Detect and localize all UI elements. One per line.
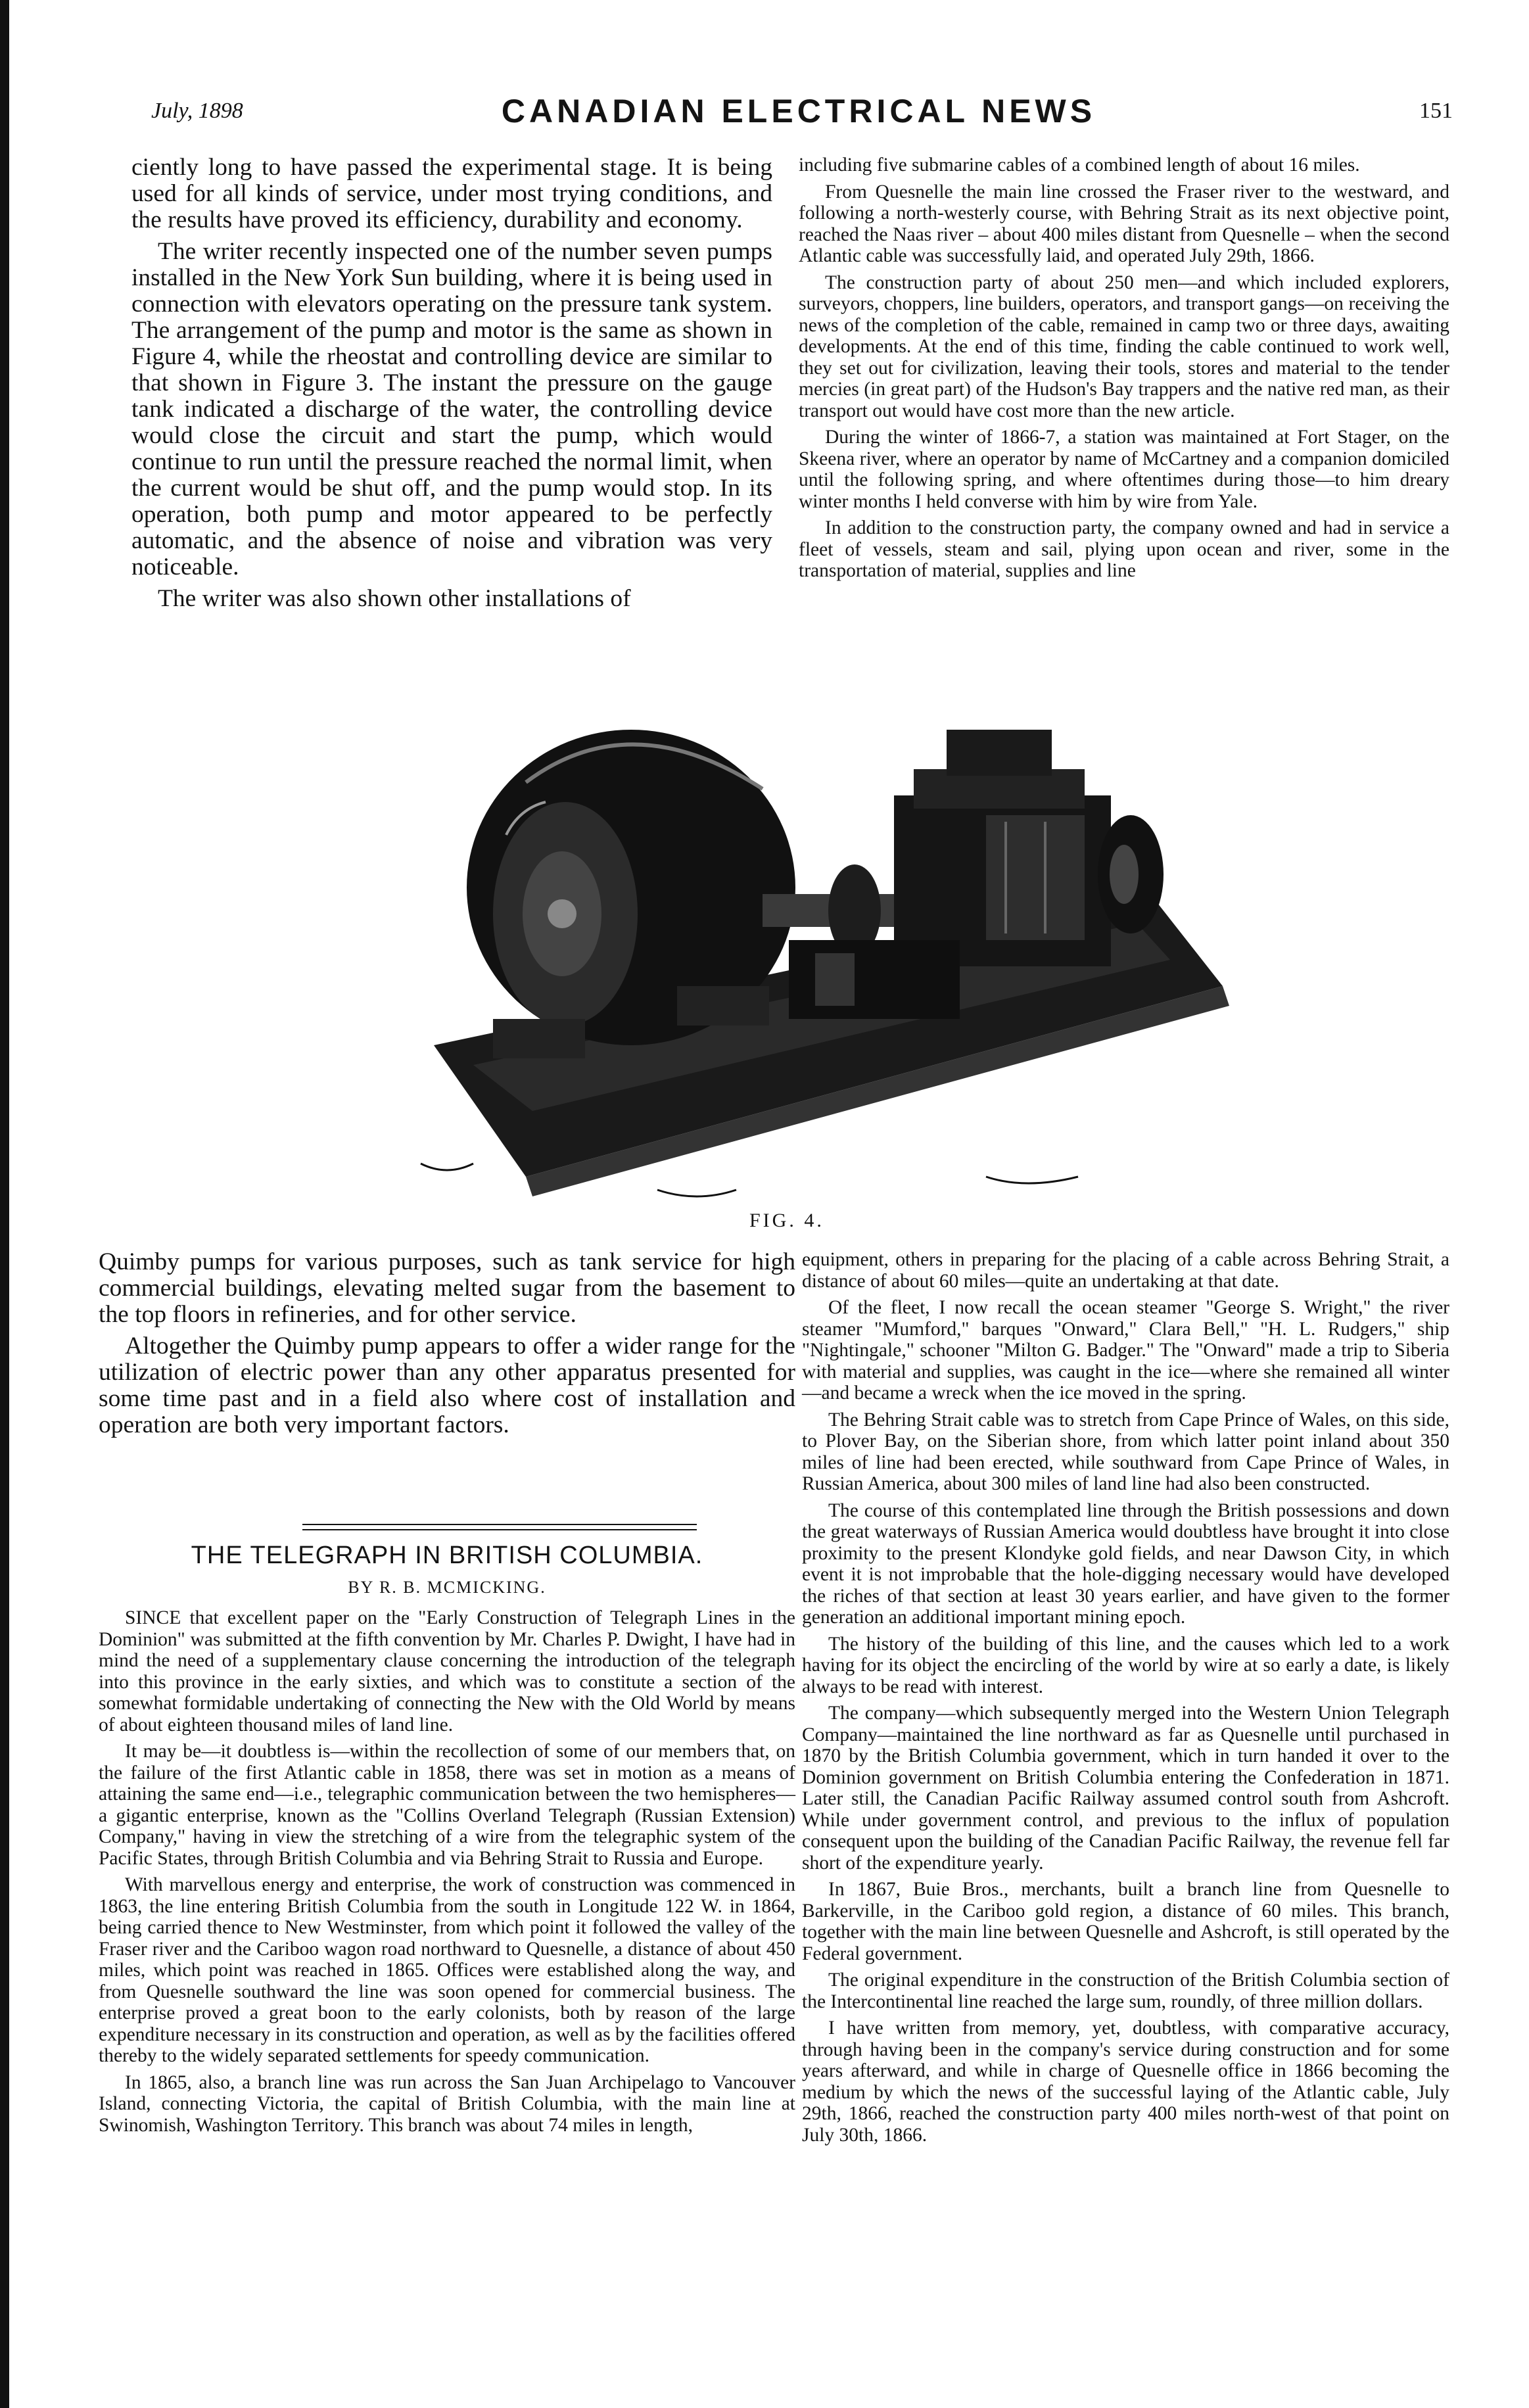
page-header <box>131 92 1466 138</box>
left-margin-rule <box>0 0 9 2408</box>
article-title: THE TELEGRAPH IN BRITISH COLUMBIA. <box>191 1542 703 1569</box>
publication-title: CANADIAN ELECTRICAL NEWS <box>501 93 1096 130</box>
figure-caption: FIG. 4. <box>749 1210 824 1231</box>
paragraph: In addition to the construction party, the company owned and had in service a fleet of vessels, steam and sail, plying upon ocean and river, some in the transportation of material, supplies and line <box>799 517 1449 581</box>
paragraph: The company—which subsequently merged into the Western Union Telegraph Company—maintained the line northward as far as Quesnelle until purchased in 1870 by the British Columbia government, which in turn handed it over to the Dominion government on British Columbia entering the Confederation in 1871. Later still, the Canadian Pacific Railway assumed control south from Ashcroft. While under government control, and previous to the influx of population consequent upon the building of the Canadian Pacific Railway, the revenue fell far short of the expenditure yearly. <box>802 1703 1449 1874</box>
paragraph: In 1865, also, a branch line was run across the San Juan Archipelago to Vancouver Island, connecting Victoria, the capital of British Columbia, with the main line at Swinomish, Washington Territory. This branch was about 74 miles in length, <box>99 2071 795 2136</box>
paragraph: The original expenditure in the construction of the British Columbia section of the Intercontinental line reached the large sum, roundly, of three million dollars. <box>802 1970 1449 2012</box>
article-left-column <box>99 1607 795 2141</box>
paragraph: During the winter of 1866-7, a station was maintained at Fort Stager, on the Skeena river, where an operator by name of McCartney and a companion domiciled until the following spring, and where oftentimes during those—to him dreary winter months I held converse with him by wire from Yale. <box>799 427 1449 512</box>
pump-motor-illustration <box>394 677 1262 1203</box>
paragraph: equipment, others in preparing for the placing of a cable across Behring Strait, a distance of about 60 miles—quite an undertaking at that date. <box>802 1249 1449 1292</box>
paragraph: The construction party of about 250 men—and which included explorers, surveyors, choppers, line builders, operators, and transport gangs—on receiving the news of the completion of the cable, remained in camp two or three days, awaiting developments. At the end of this time, finding the cable continued to work well, they set out for civilization, leaving their tools, stores and material to the tender mercies (in great part) of the Hudson's Bay trappers and the native red man, as their transport out would have cost more than the new article. <box>799 271 1449 421</box>
paragraph: The history of the building of this line, and the causes which led to a work having for its object the encircling of the world by wire at so early a date, is likely always to be read with interest. <box>802 1633 1449 1697</box>
paragraph: With marvellous energy and enterprise, the work of construction was commenced in 1863, the line entering British Columbia from the south in Longitude 122 W. in 1864, being carried thence to New Westminster, from which point it followed the valley of the Fraser river and the Cariboo wagon road northward to Quesnelle, a distance of about 450 miles, which point was reached in 1865. Offices were established along the way, and from Quesnelle southward the line was soon opened for commercial business. The enterprise proved a great boon to the early colonists, both by reason of the large expenditure necessary in its construction and operation, as well as by the facilities offered thereby to the widely separated settlements for speedy communication. <box>99 1874 795 2066</box>
bottom-left-intro <box>99 1249 795 1444</box>
paragraph: It may be—it doubtless is—within the recollection of some of our members that, on the failure of the first Atlantic cable in 1858, there was set in motion as a means of attaining the same end—i.e., telegraphic communication between the two hemispheres—a gigantic enterprise, known as the "Collins Overland Telegraph (Russian Extension) Company," having in view the stretching of a wire from the telegraphic system of the Pacific States, through British Columbia and via Behring Strait to Russia and Europe. <box>99 1741 795 1869</box>
paragraph: I have written from memory, yet, doubtless, with comparative accuracy, through having been in the company's service during construction and for some years afterward, and while in charge of Quesnelle office in 1866 becoming the medium by which the news of the successful laying of the Atlantic cable, July 29th, 1866, reached the construction party 400 miles north-west of that point on July 30th, 1866. <box>802 2018 1449 2146</box>
paragraph: The writer was also shown other installations of <box>158 585 631 612</box>
top-left-column <box>131 154 772 617</box>
paragraph: The course of this contemplated line through the British possessions and down the great waterways of Russian America would doubtless have brought it into close proximity to the present Klondyke gold fields, and near Dawson City, in which event it is not improbable that the hole-digging necessary would have developed the riches of that section at least 30 years earlier, and have given to the former generation an additional important mining epoch. <box>802 1499 1449 1628</box>
article-byline: BY R. B. MCMICKING. <box>348 1578 546 1597</box>
paragraph: SINCE that excellent paper on the "Early Construction of Telegraph Lines in the Dominion" was submitted at the fifth convention by Mr. Charles P. Dwight, I have had in mind the need of a supplementary clause concerning the introduction of the telegraph into this province in the early sixties, and which was to constitute a section of the somewhat formidable undertaking of connecting the New with the Old World by means of about eighteen thousand miles of land line. <box>99 1607 795 1735</box>
issue-date: July, 1898 <box>151 99 243 123</box>
top-right-column <box>799 154 1449 587</box>
article-right-column <box>802 1249 1449 2151</box>
paragraph: Of the fleet, I now recall the ocean steamer "George S. Wright," the river steamer "Mumford," barques "Onward," Clara Bell," "H. L. Rudgers," ship "Nightingale," schooner "Milton G. Badger." The "Onward" made a trip to Siberia with material and supplies, was caught in the ice—where she remained all winter—and became a wreck when the ice moved in the spring. <box>802 1297 1449 1404</box>
paragraph: In 1867, Buie Bros., merchants, built a branch line from Quesnelle to Barkerville, in the Cariboo gold region, a distance of 60 miles. This branch, together with the main line between Quesnelle and Ashcroft, is still operated by the Federal government. <box>802 1879 1449 1964</box>
paragraph: From Quesnelle the main line crossed the Fraser river to the westward, and following a north-westerly course, with Behring Strait as its next objective point, reached the Naas river – about 400 miles distant from Quesnelle – when the second Atlantic cable was successfully laid, and operated July 29th, 1866. <box>799 181 1449 266</box>
page-number: 151 <box>1419 99 1453 123</box>
paragraph: The writer recently inspected one of the number seven pumps installed in the New York Sun building, where it is being used in connection with elevators operating on the pressure tank system. The arrangement of the pump and motor is the same as shown in Figure 4, while the rheostat and controlling device are similar to that shown in Figure 3. The instant the pressure on the gauge tank indicated a discharge of the water, the controlling device would close the circuit and start the pump, which would continue to run until the pressure reached the normal limit, when the current would be shut off, and the pump would stop. In its operation, both pump and motor appeared to be perfectly automatic, and the absence of noise and vibration was very noticeable. <box>131 238 772 580</box>
section-divider <box>302 1524 697 1530</box>
paragraph: Altogether the Quimby pump appears to offer a wider range for the utilization of electric power than any other apparatus presented for some time past and in a field also where cost of installation and operation are both very important factors. <box>99 1333 795 1438</box>
paragraph: ciently long to have passed the experimental stage. It is being used for all kinds of service, under most trying conditions, and the results have proved its efficiency, durability and economy. <box>131 154 772 233</box>
paragraph: The Behring Strait cable was to stretch from Cape Prince of Wales, on this side, to Plover Bay, on the Siberian shore, from which latter point inland about 350 miles of line had been erected, while southward from Cape Prince of Wales, in Russian America, about 300 miles of land line had also been constructed. <box>802 1409 1449 1494</box>
paragraph: Quimby pumps for various purposes, such as tank service for high commercial buildings, elevating melted sugar from the basement to the top floors in refineries, and for other service. <box>99 1248 795 1328</box>
paragraph: including five submarine cables of a combined length of about 16 miles. <box>799 154 1360 176</box>
